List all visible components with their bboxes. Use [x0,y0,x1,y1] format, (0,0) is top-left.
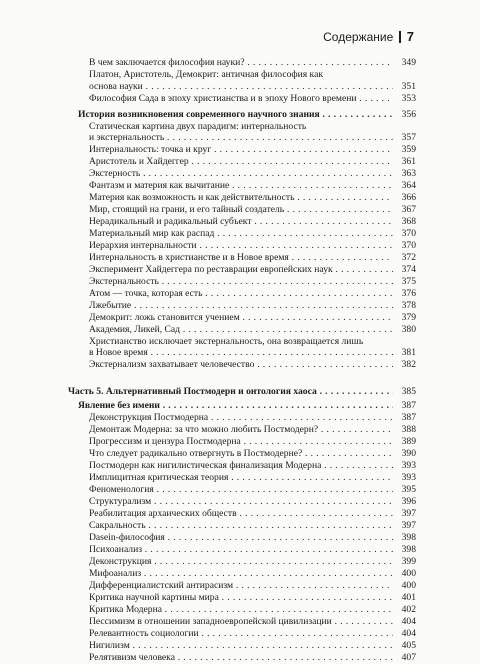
toc-section-page: 387 [401,400,416,411]
toc-entry-page: 353 [401,93,416,104]
toc-entry[interactable] [0,496,480,508]
toc-entry-title: Что следует радикально отвергнуть в Постмодерне? . . . [89,448,393,460]
toc-entry-title: и экстернальность . . . [89,132,393,144]
toc-entry[interactable] [0,192,480,204]
toc-entry[interactable] [0,69,480,93]
toc-entry[interactable] [0,436,480,448]
toc-section-title: Явление без имени . . . [78,400,393,412]
toc-entry[interactable] [0,640,480,652]
toc-entry-page: 400 [401,580,416,591]
toc-entry[interactable] [0,204,480,216]
toc-entry-title: В чем заключается философия науки? . . . [89,57,393,69]
toc-entry-page: 376 [401,288,416,299]
toc-part-title: Часть 5. Альтернативный Постмодерн и онтология хаоса . . . [68,386,393,398]
toc-entry[interactable] [0,472,480,484]
toc-entry-title: Нерадикальный и радикальный субъект . . . [89,216,393,228]
toc-entry-title: Критика научной картины мира . . . [89,592,393,604]
toc-entry-title: Аристотель и Хайдеггер . . . [89,156,393,168]
toc-entry-page: 405 [401,640,416,651]
toc-entry-title: Атом — точка, которая есть . . . [89,288,393,300]
toc-entry-page: 393 [401,460,416,471]
toc-entry[interactable] [0,312,480,324]
toc-section-title: История возникновения современного научного знания . . . [78,109,393,121]
toc-entry-title: Мифоанализ . . . [89,568,393,580]
toc-entry[interactable] [0,592,480,604]
toc-entry-title: Пессимизм в отношении западноевропейской цивилизации . . . [89,616,393,628]
toc-entry-title-line1: Платон, Аристотель, Демокрит: античная философия как [89,69,323,80]
toc-entry-title: Феноменология . . . [89,484,393,496]
toc-entry-page: 378 [401,300,416,311]
toc-entry-title: Деконструкция Постмодерна . . . [89,412,393,424]
toc-entry[interactable] [0,288,480,300]
toc-entry[interactable] [0,168,480,180]
toc-entry-title: Интернальность в христианстве и в Новое время . . . [89,252,393,264]
toc-entry-title: Прогрессизм и цензура Постмодерна . . . [89,436,393,448]
toc-entry[interactable] [0,424,480,436]
toc-entry-title: Философия Сада в эпоху христианства и в эпоху Нового времени . . . [89,93,393,105]
toc-entry[interactable] [0,276,480,288]
toc-entry-title: Деконструкция . . . [89,556,393,568]
toc-entry-page: 357 [401,132,416,143]
toc-entry[interactable] [0,121,480,144]
toc-entry[interactable] [0,652,480,664]
toc-entry[interactable] [0,228,480,240]
toc-entry[interactable] [0,93,480,105]
toc-entry-title: Демокрит: ложь становится учением . . . [89,312,393,324]
toc-entry-title: Dasein-философия . . . [89,532,393,544]
toc-entry-title: Эксперимент Хайдеггера по реставрации европейских наук . . . [89,264,393,276]
toc-entry-page: 398 [401,532,416,543]
toc-entry-title: Критика Модерна . . . [89,604,393,616]
toc-entry-page: 389 [401,436,416,447]
toc-entry-title: Академия, Ликей, Сад . . . [89,324,393,336]
toc-entry-page: 399 [401,556,416,567]
toc-entry-page: 404 [401,628,416,639]
toc-entry-page: 397 [401,508,416,519]
toc-entry[interactable] [0,448,480,460]
toc-entry-page: 398 [401,544,416,555]
toc-entry-page: 396 [401,496,416,507]
toc-entry[interactable] [0,580,480,592]
toc-entry-page: 407 [401,652,416,663]
toc-entry[interactable] [0,412,480,424]
toc-entry[interactable] [0,252,480,264]
toc-entry-page: 366 [401,192,416,203]
toc-entry[interactable] [0,359,480,371]
toc-entry[interactable] [0,628,480,640]
toc-entry[interactable] [0,484,480,496]
toc-entry-page: 381 [401,347,416,358]
toc-entry-page: 402 [401,604,416,615]
toc-section-heading[interactable] [0,109,480,121]
toc-entry-title: Экстерность . . . [89,168,393,180]
toc-entry-title: Психоанализ . . . [89,544,393,556]
toc-entry-page: 395 [401,484,416,495]
toc-entry[interactable] [0,616,480,628]
toc-entry-page: 375 [401,276,416,287]
toc-entry-page: 401 [401,592,416,603]
toc-entry[interactable] [0,520,480,532]
toc-entry-page: 361 [401,156,416,167]
toc-entry-title: Дифференциалистский антирасизм . . . [89,580,393,592]
toc-entry-title: Материальный мир как распад . . . [89,228,393,240]
toc-entry-page: 400 [401,568,416,579]
toc-entry[interactable] [0,144,480,156]
page-number: 7 [406,29,414,44]
toc-entry-title: Сакральность . . . [89,520,393,532]
toc-entry[interactable] [0,240,480,252]
toc-entry[interactable] [0,336,480,359]
toc-entry-title: Нигилизм . . . [89,640,393,652]
toc-entry[interactable] [0,544,480,556]
toc-entry[interactable] [0,300,480,312]
toc-entry-title: Постмодерн как нигилистическая финализация Модерна . . . [89,460,393,472]
toc-entry-title: Лжебытие . . . [89,300,393,312]
toc-entry[interactable] [0,460,480,472]
running-header-section: Содержание [323,29,394,44]
toc-part-page: 385 [401,386,416,397]
toc-entry-title: Экстернализм захватывает человечество . . . [89,359,393,371]
toc-entry-title-line1: Статическая картина двух парадигм: интернальность [89,121,307,132]
toc-entry-title-line1: Христианство исключает экстернальность, она возвращается лишь [89,336,364,347]
toc-entry[interactable] [0,604,480,616]
toc-entry[interactable] [0,156,480,168]
toc-entry-page: 359 [401,144,416,155]
toc-entry-page: 397 [401,520,416,531]
toc-entry[interactable] [0,324,480,336]
toc-entry-title: в Новое время . . . [89,347,393,359]
toc-entry-page: 370 [401,228,416,239]
toc-entry-title: основа науки . . . [89,81,393,93]
toc-entry-page: 368 [401,216,416,227]
toc-entry-page: 370 [401,240,416,251]
header-divider [399,31,401,43]
toc-entry-title: Материя как возможность и как действительность . . . [89,192,393,204]
toc-entry-title: Фантазм и материя как вычитание . . . [89,180,393,192]
toc-entry[interactable] [0,57,480,69]
toc-entry[interactable] [0,532,480,544]
toc-entry-page: 388 [401,424,416,435]
toc-entry-page: 351 [401,81,416,92]
toc-entry-page: 382 [401,359,416,370]
toc-entry[interactable] [0,556,480,568]
toc-entry-page: 380 [401,324,416,335]
toc-entry-page: 349 [401,57,416,68]
toc-entry[interactable] [0,264,480,276]
table-of-contents [0,57,480,664]
toc-section-page: 356 [401,109,416,120]
toc-entry-page: 372 [401,252,416,263]
toc-entry-title: Иерархия интернальности . . . [89,240,393,252]
toc-entry-page: 387 [401,412,416,423]
toc-entry-page: 390 [401,448,416,459]
toc-entry-page: 374 [401,264,416,275]
toc-entry[interactable] [0,508,480,520]
toc-entry-title: Интернальность: точка и круг . . . [89,144,393,156]
toc-entry-title: Релятивизм человека . . . [89,652,393,664]
toc-entry-title: Мир, стоящий на грани, и его тайный создатель . . . [89,204,393,216]
toc-entry-page: 367 [401,204,416,215]
toc-part-heading[interactable] [0,386,480,398]
running-header [323,29,414,44]
toc-entry-title: Экстернальность . . . [89,276,393,288]
toc-entry-page: 404 [401,616,416,627]
toc-entry[interactable] [0,568,480,580]
toc-entry-title: Реабилитация архаических обществ . . . [89,508,393,520]
toc-entry[interactable] [0,180,480,192]
toc-section-heading[interactable] [0,400,480,412]
toc-entry-title: Структурализм . . . [89,496,393,508]
toc-entry[interactable] [0,216,480,228]
toc-entry-page: 379 [401,312,416,323]
toc-entry-title: Имплицитная критическая теория . . . [89,472,393,484]
toc-entry-title: Демонтаж Модерна: за что можно любить Постмодерн? . . . [89,424,393,436]
toc-entry-page: 363 [401,168,416,179]
toc-entry-page: 364 [401,180,416,191]
toc-entry-page: 393 [401,472,416,483]
toc-entry-title: Релевантность социологии . . . [89,628,393,640]
